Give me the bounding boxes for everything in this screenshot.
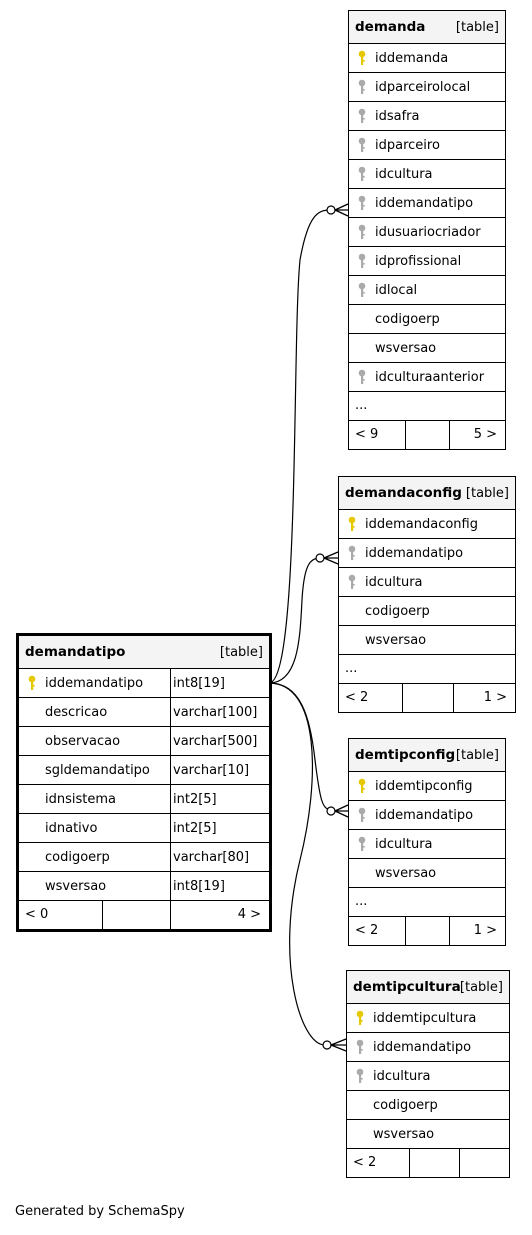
foreign-key-icon bbox=[348, 545, 356, 562]
column-name: iddemandatipo bbox=[365, 546, 464, 561]
column-name: idcultura bbox=[375, 837, 433, 852]
table-nav-row bbox=[349, 420, 505, 449]
edge-demandatipo-demtipcultura bbox=[269, 683, 325, 1045]
table-kind: [table] bbox=[465, 486, 509, 501]
table-nav-row bbox=[347, 1148, 509, 1177]
column-name: idlocal bbox=[375, 283, 418, 298]
table-demandaconfig[interactable] bbox=[338, 476, 516, 713]
column-name: idprofissional bbox=[375, 254, 462, 269]
column-row[interactable] bbox=[339, 567, 515, 596]
column-name: iddemanda bbox=[375, 51, 449, 66]
column-row[interactable] bbox=[349, 159, 505, 188]
column-row[interactable] bbox=[349, 858, 505, 887]
column-row[interactable] bbox=[339, 596, 515, 625]
children-count[interactable]: 4 > bbox=[237, 907, 261, 922]
table-name: demandaconfig bbox=[345, 485, 462, 501]
column-row[interactable] bbox=[349, 275, 505, 304]
column-name: iddemandatipo bbox=[45, 676, 144, 691]
column-name: idparceiro bbox=[375, 138, 440, 153]
column-row[interactable] bbox=[347, 1061, 509, 1090]
table-name: demtipcultura bbox=[353, 979, 461, 995]
column-row[interactable] bbox=[339, 509, 515, 538]
more-columns-ellipsis: ... bbox=[355, 894, 368, 909]
foreign-key-icon bbox=[358, 166, 366, 183]
parents-count[interactable]: < 2 bbox=[353, 1155, 377, 1170]
table-kind: [table] bbox=[459, 980, 503, 995]
crow-foot-demanda bbox=[335, 204, 348, 216]
column-name: descricao bbox=[45, 705, 108, 720]
column-name: idcultura bbox=[375, 167, 433, 182]
table-kind: [table] bbox=[455, 748, 499, 763]
column-row[interactable] bbox=[339, 538, 515, 567]
column-type: int2[5] bbox=[173, 821, 217, 836]
more-columns-ellipsis: ... bbox=[355, 398, 368, 413]
column-name: sgldemandatipo bbox=[45, 763, 150, 778]
generator-footer: Generated by SchemaSpy bbox=[15, 1204, 185, 1219]
parents-count[interactable]: < 2 bbox=[355, 923, 379, 938]
column-name: idcultura bbox=[373, 1069, 431, 1084]
column-row[interactable] bbox=[349, 101, 505, 130]
column-row[interactable] bbox=[19, 813, 269, 842]
table-header bbox=[349, 11, 505, 43]
column-row[interactable] bbox=[349, 362, 505, 391]
table-demanda[interactable] bbox=[348, 10, 506, 450]
column-row[interactable] bbox=[347, 1090, 509, 1119]
column-row[interactable] bbox=[347, 1003, 509, 1032]
column-name: iddemandatipo bbox=[375, 196, 474, 211]
foreign-key-icon bbox=[358, 369, 366, 386]
foreign-key-icon bbox=[358, 282, 366, 299]
edge-end-circle-demandaconfig bbox=[316, 554, 324, 562]
primary-key-icon bbox=[358, 778, 366, 795]
table-nav-row bbox=[339, 683, 515, 712]
table-demandatipo[interactable] bbox=[16, 633, 272, 932]
edge-end-circle-demtipconfig bbox=[327, 807, 335, 815]
column-name: wsversao bbox=[45, 879, 107, 894]
column-name: codigoerp bbox=[365, 604, 430, 619]
primary-key-icon bbox=[356, 1010, 364, 1027]
column-row[interactable] bbox=[349, 130, 505, 159]
more-columns-row bbox=[349, 887, 505, 916]
column-row[interactable] bbox=[349, 217, 505, 246]
column-row[interactable] bbox=[347, 1119, 509, 1148]
table-header bbox=[349, 739, 505, 771]
column-row[interactable] bbox=[349, 188, 505, 217]
column-type: int2[5] bbox=[173, 792, 217, 807]
column-row[interactable] bbox=[349, 72, 505, 101]
table-demtipconfig[interactable] bbox=[348, 738, 506, 946]
table-kind: [table] bbox=[219, 645, 263, 660]
edge-demandatipo-demandaconfig bbox=[269, 558, 320, 683]
edge-demandatipo-demtipconfig bbox=[269, 683, 332, 810]
foreign-key-icon bbox=[358, 836, 366, 853]
column-row[interactable] bbox=[347, 1032, 509, 1061]
foreign-key-icon bbox=[358, 108, 366, 125]
column-row[interactable] bbox=[19, 755, 269, 784]
column-name: iddemtipconfig bbox=[375, 779, 473, 794]
column-name: idnsistema bbox=[45, 792, 116, 807]
column-name: wsversao bbox=[375, 341, 437, 356]
column-row[interactable] bbox=[349, 304, 505, 333]
column-type: varchar[10] bbox=[173, 763, 250, 778]
edge-end-circle-demtipcultura bbox=[323, 1041, 331, 1049]
more-columns-row bbox=[339, 654, 515, 683]
column-row[interactable] bbox=[19, 726, 269, 755]
column-name: codigoerp bbox=[45, 850, 110, 865]
crow-foot-demtipcultura bbox=[331, 1039, 346, 1051]
table-header bbox=[339, 477, 515, 509]
table-header bbox=[347, 971, 509, 1003]
column-row[interactable] bbox=[19, 668, 269, 697]
column-row[interactable] bbox=[349, 800, 505, 829]
table-header bbox=[19, 636, 269, 668]
crow-foot-demtipconfig bbox=[335, 805, 348, 817]
edge-end-circle-demanda bbox=[327, 206, 335, 214]
column-name: idculturaanterior bbox=[375, 370, 485, 385]
column-name: idsafra bbox=[375, 109, 420, 124]
table-demtipcultura[interactable] bbox=[346, 970, 510, 1178]
column-name: idparceirolocal bbox=[375, 80, 471, 95]
column-name: iddemandatipo bbox=[375, 808, 474, 823]
parents-count[interactable]: < 2 bbox=[345, 690, 369, 705]
table-name: demandatipo bbox=[25, 644, 126, 660]
table-nav-row bbox=[349, 916, 505, 945]
primary-key-icon bbox=[348, 516, 356, 533]
column-row[interactable] bbox=[349, 43, 505, 72]
column-row[interactable] bbox=[19, 784, 269, 813]
column-name: codigoerp bbox=[375, 312, 440, 327]
column-row[interactable] bbox=[349, 246, 505, 275]
column-name: codigoerp bbox=[373, 1098, 438, 1113]
foreign-key-icon bbox=[358, 195, 366, 212]
column-name: iddemtipcultura bbox=[373, 1011, 477, 1026]
primary-key-icon bbox=[28, 675, 36, 692]
column-row[interactable] bbox=[339, 625, 515, 654]
column-name: idnativo bbox=[45, 821, 98, 836]
children-count[interactable]: 5 > bbox=[473, 427, 497, 442]
table-name: demtipconfig bbox=[355, 747, 456, 763]
column-name: observacao bbox=[45, 734, 121, 749]
more-columns-ellipsis: ... bbox=[345, 661, 358, 676]
column-name: wsversao bbox=[365, 633, 427, 648]
foreign-key-icon bbox=[358, 253, 366, 270]
crow-foot-demandaconfig bbox=[324, 552, 338, 564]
column-type: varchar[500] bbox=[173, 734, 258, 749]
table-name: demanda bbox=[355, 19, 426, 35]
foreign-key-icon bbox=[356, 1039, 364, 1056]
foreign-key-icon bbox=[358, 807, 366, 824]
table-nav-row bbox=[19, 900, 269, 929]
foreign-key-icon bbox=[358, 79, 366, 96]
column-name: wsversao bbox=[373, 1127, 435, 1142]
column-row[interactable] bbox=[349, 829, 505, 858]
parents-count[interactable]: < 0 bbox=[25, 907, 49, 922]
column-row[interactable] bbox=[19, 871, 269, 900]
column-type: int8[19] bbox=[173, 676, 225, 691]
children-count[interactable]: 1 > bbox=[483, 690, 507, 705]
column-name: wsversao bbox=[375, 866, 437, 881]
foreign-key-icon bbox=[358, 224, 366, 241]
parents-count[interactable]: < 9 bbox=[355, 427, 379, 442]
column-row[interactable] bbox=[19, 697, 269, 726]
column-row[interactable] bbox=[19, 842, 269, 871]
primary-key-icon bbox=[358, 50, 366, 67]
column-type: varchar[80] bbox=[173, 850, 250, 865]
column-name: idcultura bbox=[365, 575, 423, 590]
column-name: iddemandaconfig bbox=[365, 517, 478, 532]
foreign-key-icon bbox=[358, 137, 366, 154]
table-kind: [table] bbox=[455, 20, 499, 35]
foreign-key-icon bbox=[348, 574, 356, 591]
children-count[interactable]: 1 > bbox=[473, 923, 497, 938]
column-row[interactable] bbox=[349, 333, 505, 362]
column-type: int8[19] bbox=[173, 879, 225, 894]
column-name: idusuariocriador bbox=[375, 225, 481, 240]
edge-demandatipo-demanda bbox=[269, 210, 330, 683]
more-columns-row bbox=[349, 391, 505, 420]
column-row[interactable] bbox=[349, 771, 505, 800]
column-name: iddemandatipo bbox=[373, 1040, 472, 1055]
column-type: varchar[100] bbox=[173, 705, 258, 720]
foreign-key-icon bbox=[356, 1068, 364, 1085]
